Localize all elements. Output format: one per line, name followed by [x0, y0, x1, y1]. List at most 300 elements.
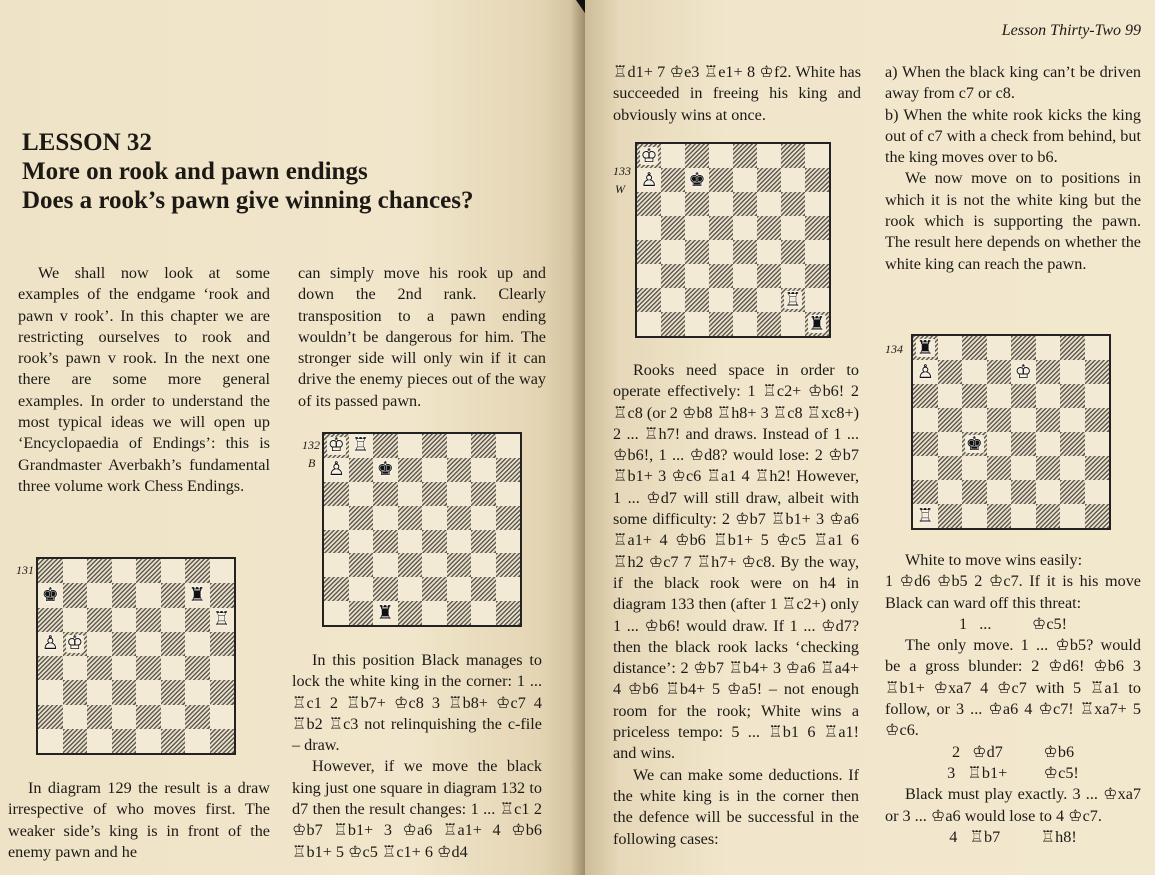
square-a6: [637, 192, 661, 216]
square-h5: [805, 216, 829, 240]
square-c6: [962, 384, 987, 408]
square-e6: [1011, 384, 1036, 408]
square-a8: [38, 559, 63, 583]
diagram-131: [16, 557, 244, 757]
diagram-number: 134: [885, 342, 903, 356]
square-e7: [422, 458, 447, 482]
square-a5: [913, 408, 938, 432]
square-a2: [38, 705, 63, 729]
square-b5: [63, 632, 88, 656]
square-d5: [709, 216, 733, 240]
diagram-134: [885, 334, 1113, 534]
square-e4: [733, 240, 757, 264]
square-h7: [805, 168, 829, 192]
square-g6: [1060, 384, 1085, 408]
square-a2: [324, 577, 349, 601]
square-h6: [1085, 384, 1110, 408]
paragraph: We shall now look at some examples of the endgame ‘rook and pawn v rook’. In this chapter we are restricting ourselves to rook and rook’s pawn v rook. In the next one there are some more general examples. In order to understand the most typical ideas we will open up ‘Encyclopaedia of Endings’: this is Grandmaster Averbakh’s fundamental three volume work Chess Endings.: [18, 264, 270, 495]
square-f3: [1036, 456, 1061, 480]
paragraph: We can make some deductions. If the white king is in the corner then the defence will be successful in the following cases:: [613, 765, 859, 848]
square-b7: [63, 583, 88, 607]
square-d2: [112, 705, 137, 729]
move-line: 3 ♖b1+ ♔c5!: [947, 763, 1079, 782]
black-rook-icon: ♜: [808, 312, 826, 335]
square-a2: [913, 480, 938, 504]
square-g8: [185, 559, 210, 583]
paragraph: b) When the white rook kicks the king out of c7 with a check from behind, but the king moves over to b6.: [885, 105, 1141, 167]
square-h3: [496, 553, 521, 577]
square-a7: [324, 458, 349, 482]
square-e8: [422, 434, 447, 458]
square-d4: [709, 240, 733, 264]
square-e1: [1011, 504, 1036, 528]
square-d2: [398, 577, 423, 601]
square-h5: [1085, 408, 1110, 432]
square-f2: [1036, 480, 1061, 504]
square-f1: [757, 312, 781, 336]
square-g5: [471, 506, 496, 530]
square-g8: [471, 434, 496, 458]
square-b5: [938, 408, 963, 432]
square-b2: [63, 705, 88, 729]
square-g1: [781, 312, 805, 336]
square-e5: [1011, 408, 1036, 432]
square-b1: [63, 729, 88, 753]
square-c5: [373, 506, 398, 530]
square-f7: [447, 458, 472, 482]
square-a1: [324, 601, 349, 625]
square-b6: [349, 482, 374, 506]
square-b7: [661, 168, 685, 192]
square-d6: [398, 482, 423, 506]
lesson-heading: More on rook and pawn endings: [22, 158, 368, 185]
square-c4: [962, 432, 987, 456]
square-h6: [805, 192, 829, 216]
square-b1: [938, 504, 963, 528]
square-b6: [938, 384, 963, 408]
square-g1: [471, 601, 496, 625]
square-d2: [709, 288, 733, 312]
square-c2: [962, 480, 987, 504]
square-g7: [1060, 360, 1085, 384]
white-rook-icon: ♖: [352, 434, 370, 457]
white-pawn-icon: ♙: [640, 168, 658, 191]
diagram-number: 131: [16, 563, 34, 577]
square-c8: [87, 559, 112, 583]
right-column-2b: [885, 550, 1141, 848]
square-c8: [962, 336, 987, 360]
square-f3: [757, 264, 781, 288]
square-f8: [1036, 336, 1061, 360]
square-d8: [112, 559, 137, 583]
square-e3: [136, 680, 161, 704]
right-column-1: [613, 62, 861, 126]
black-rook-icon: ♜: [916, 336, 934, 359]
white-king-icon: ♔: [66, 632, 84, 655]
square-f4: [447, 530, 472, 554]
side-to-move: W: [615, 182, 625, 196]
square-b8: [63, 559, 88, 583]
square-c7: [685, 168, 709, 192]
square-g1: [1060, 504, 1085, 528]
square-d2: [987, 480, 1012, 504]
left-column-1: [18, 263, 270, 497]
white-rook-icon: ♖: [784, 288, 802, 311]
square-a6: [913, 384, 938, 408]
square-h8: [210, 559, 235, 583]
square-e5: [422, 506, 447, 530]
square-b3: [938, 456, 963, 480]
square-a5: [324, 506, 349, 530]
paragraph: In this position Black manages to lock the white king in the corner: 1 ... ♖c1 2 ♖b7+ ♔c8 3 ♖b8+ ♔c7 4 ♖b2 ♖c3 not relinquishing the c-file – draw.: [292, 651, 542, 755]
square-f3: [161, 680, 186, 704]
square-c3: [87, 680, 112, 704]
square-c7: [962, 360, 987, 384]
square-h3: [210, 680, 235, 704]
square-d7: [709, 168, 733, 192]
square-h8: [805, 144, 829, 168]
square-e3: [422, 553, 447, 577]
black-king-icon: ♚: [376, 458, 394, 481]
square-e8: [733, 144, 757, 168]
square-h7: [1085, 360, 1110, 384]
square-c6: [87, 608, 112, 632]
square-a4: [324, 530, 349, 554]
move-line: 4 ♖b7 ♖h8!: [949, 827, 1077, 846]
square-b4: [938, 432, 963, 456]
square-h5: [496, 506, 521, 530]
square-f6: [1036, 384, 1061, 408]
square-h5: [210, 632, 235, 656]
square-d1: [987, 504, 1012, 528]
square-b7: [349, 458, 374, 482]
square-d6: [987, 384, 1012, 408]
square-d5: [398, 506, 423, 530]
square-c5: [685, 216, 709, 240]
paragraph: ♖d1+ 7 ♔e3 ♖e1+ 8 ♔f2. White has succeeded in freeing his king and obviously wins at once.: [613, 63, 861, 124]
square-e8: [136, 559, 161, 583]
square-f4: [161, 656, 186, 680]
square-f4: [757, 240, 781, 264]
square-f2: [757, 288, 781, 312]
square-c4: [685, 240, 709, 264]
square-f5: [1036, 408, 1061, 432]
square-f8: [447, 434, 472, 458]
square-d8: [398, 434, 423, 458]
square-f8: [757, 144, 781, 168]
square-f2: [161, 705, 186, 729]
square-f7: [1036, 360, 1061, 384]
square-h4: [210, 656, 235, 680]
square-a7: [637, 168, 661, 192]
square-e7: [136, 583, 161, 607]
square-h6: [496, 482, 521, 506]
square-d5: [112, 632, 137, 656]
square-c1: [685, 312, 709, 336]
square-e1: [136, 729, 161, 753]
square-h2: [805, 288, 829, 312]
square-b6: [63, 608, 88, 632]
square-c1: [87, 729, 112, 753]
square-c3: [685, 264, 709, 288]
square-g4: [185, 656, 210, 680]
paragraph: We now move on to positions in which it is not the white king but the rook which is supporting the pawn. The result here depends on whether the white king can reach the pawn.: [885, 169, 1141, 273]
square-e7: [1011, 360, 1036, 384]
move-line: 2 ♔d7 ♔b6: [951, 742, 1075, 761]
square-a3: [637, 264, 661, 288]
square-f5: [757, 216, 781, 240]
paragraph: can simply move his rook up and down the 2nd rank. Clearly transposition to a pawn ending wouldn’t be dangerous for him. The stronger side will only win if it can drive the enemy pieces out of the way of its passed pawn.: [298, 264, 546, 410]
square-f1: [447, 601, 472, 625]
square-f4: [1036, 432, 1061, 456]
square-e5: [733, 216, 757, 240]
square-f1: [161, 729, 186, 753]
square-d3: [709, 264, 733, 288]
square-e4: [136, 656, 161, 680]
square-a3: [324, 553, 349, 577]
square-d7: [987, 360, 1012, 384]
square-b6: [661, 192, 685, 216]
white-king-icon: ♔: [327, 434, 345, 457]
paragraph: 1 ♔d6 ♔b5 2 ♔c7. If it is his move Black can ward off this threat:: [885, 572, 1141, 612]
square-d4: [398, 530, 423, 554]
square-a8: [637, 144, 661, 168]
square-g2: [185, 705, 210, 729]
chessboard: [322, 432, 522, 627]
square-g5: [781, 216, 805, 240]
square-d3: [398, 553, 423, 577]
square-h2: [1085, 480, 1110, 504]
square-b8: [349, 434, 374, 458]
square-b1: [661, 312, 685, 336]
black-king-icon: ♚: [688, 168, 706, 191]
diagram-132: [302, 432, 530, 632]
square-c8: [685, 144, 709, 168]
square-c8: [373, 434, 398, 458]
square-h8: [1085, 336, 1110, 360]
square-h7: [496, 458, 521, 482]
chessboard: [36, 557, 236, 755]
black-king-icon: ♚: [965, 432, 983, 455]
square-e6: [422, 482, 447, 506]
square-b5: [349, 506, 374, 530]
square-g7: [781, 168, 805, 192]
white-pawn-icon: ♙: [41, 632, 59, 655]
square-a2: [637, 288, 661, 312]
square-g6: [185, 608, 210, 632]
square-g3: [1060, 456, 1085, 480]
square-b4: [661, 240, 685, 264]
square-b2: [938, 480, 963, 504]
square-d1: [112, 729, 137, 753]
square-f6: [447, 482, 472, 506]
square-f6: [757, 192, 781, 216]
square-g2: [781, 288, 805, 312]
square-f5: [161, 632, 186, 656]
white-pawn-icon: ♙: [916, 360, 934, 383]
paragraph: However, if we move the black king just one square in diagram 132 to d7 then the result changes: 1 ... ♖c1 2 ♔b7 ♖b1+ 3 ♔a6 ♖a1+ 4 ♔b6 ♖b1+ 5 ♔c5 ♖c1+ 6 ♔d4: [292, 757, 542, 861]
square-e1: [733, 312, 757, 336]
square-g2: [1060, 480, 1085, 504]
square-b4: [349, 530, 374, 554]
square-e4: [422, 530, 447, 554]
square-f2: [447, 577, 472, 601]
square-a4: [38, 656, 63, 680]
square-h6: [210, 608, 235, 632]
square-f1: [1036, 504, 1061, 528]
square-e1: [422, 601, 447, 625]
right-page: [585, 0, 1155, 875]
square-g3: [471, 553, 496, 577]
square-d3: [112, 680, 137, 704]
square-e8: [1011, 336, 1036, 360]
square-g6: [471, 482, 496, 506]
running-header: Lesson Thirty-Two 99: [1001, 22, 1141, 39]
black-rook-icon: ♜: [188, 583, 206, 606]
left-column-1b: [8, 778, 270, 863]
square-h3: [1085, 456, 1110, 480]
square-h4: [1085, 432, 1110, 456]
move-line: 1 ... ♔c5!: [958, 614, 1068, 633]
square-f5: [447, 506, 472, 530]
square-e6: [733, 192, 757, 216]
square-b7: [938, 360, 963, 384]
square-e2: [733, 288, 757, 312]
square-c3: [373, 553, 398, 577]
square-e2: [1011, 480, 1036, 504]
square-c7: [373, 458, 398, 482]
square-b4: [63, 656, 88, 680]
square-b3: [63, 680, 88, 704]
square-d1: [709, 312, 733, 336]
right-column-1b: [613, 360, 859, 850]
square-a3: [913, 456, 938, 480]
square-h8: [496, 434, 521, 458]
square-d8: [987, 336, 1012, 360]
square-h1: [496, 601, 521, 625]
right-column-2: [885, 62, 1141, 275]
square-f3: [447, 553, 472, 577]
square-a1: [913, 504, 938, 528]
square-a8: [324, 434, 349, 458]
square-a8: [913, 336, 938, 360]
square-f6: [161, 608, 186, 632]
paragraph: White to move wins easily:: [905, 551, 1083, 569]
square-g5: [1060, 408, 1085, 432]
paragraph: The only move. 1 ... ♔b5? would be a gross blunder: 2 ♔d6! ♔b6 3 ♖b1+ ♔xa7 4 ♔c7 with 5 ♖a1 to follow, or 3 ... ♔a6 4 ♔c7! ♖xa7+ 5 ♔c6.: [885, 636, 1141, 740]
square-c1: [373, 601, 398, 625]
square-c5: [962, 408, 987, 432]
square-f8: [161, 559, 186, 583]
square-h1: [210, 729, 235, 753]
square-c7: [87, 583, 112, 607]
paragraph: a) When the black king can’t be driven away from c7 or c8.: [885, 63, 1141, 103]
square-g1: [185, 729, 210, 753]
square-a4: [637, 240, 661, 264]
square-e6: [136, 608, 161, 632]
lesson-title: [22, 128, 473, 215]
square-g7: [471, 458, 496, 482]
square-g3: [185, 680, 210, 704]
square-c4: [373, 530, 398, 554]
lesson-subheading: Does a rook’s pawn give winning chances?: [22, 187, 474, 214]
square-f7: [757, 168, 781, 192]
square-c6: [373, 482, 398, 506]
square-d7: [112, 583, 137, 607]
square-c2: [373, 577, 398, 601]
square-a1: [637, 312, 661, 336]
square-b1: [349, 601, 374, 625]
square-a3: [38, 680, 63, 704]
square-d4: [112, 656, 137, 680]
diagram-133: [613, 142, 837, 342]
white-king-icon: ♔: [1014, 360, 1032, 383]
square-e3: [733, 264, 757, 288]
square-g3: [781, 264, 805, 288]
square-b3: [661, 264, 685, 288]
black-rook-icon: ♜: [376, 601, 394, 624]
square-d3: [987, 456, 1012, 480]
square-b5: [661, 216, 685, 240]
square-h3: [805, 264, 829, 288]
square-h1: [805, 312, 829, 336]
white-king-icon: ♔: [640, 144, 658, 167]
square-h4: [805, 240, 829, 264]
left-column-2: [298, 263, 546, 412]
square-a7: [913, 360, 938, 384]
square-g2: [471, 577, 496, 601]
paragraph: Rooks need space in order to operate effectively: 1 ♖c2+ ♔b6! 2 ♖c8 (or 2 ♔b8 ♖h8+ 3 ♖c8 ♖xc8+) 2 ... ♖h7! and draws. Instead of 1 ... ♔b6!, 1 ... ♔d8? would lose: 2 ♔b7 ♖b1+ 3 ♔c6 ♖a1 4 ♖h2! However, 1 ... ♔d7 will still draw, albeit with some difficulty: 2 ♔b7 ♖b1+ 3 ♔a6 ♖a1+ 4 ♔b6 ♖b1+ 5 ♔c5 ♖a1 6 ♖h2 ♔c7 7 ♖h7+ ♔c8. By the way, if the black rook were on h4 in diagram 133 then (after 1 ♖c2+) only 1 ... ♔b6! would draw. If 1 ... ♔d7? then the black rook lacks ‘checking distance’: 2 ♔b7 ♖b4+ 3 ♔a6 ♖a4+ 4 ♔b6 ♖b4+ 5 ♔a5! – not enough room for the rook; White wins a priceless tempo: 5 ... ♖b1 6 ♖a1! and wins.: [613, 361, 859, 763]
square-c4: [87, 656, 112, 680]
square-a5: [38, 632, 63, 656]
lesson-number: LESSON 32: [22, 129, 152, 156]
square-a6: [38, 608, 63, 632]
square-e7: [733, 168, 757, 192]
paragraph: Black must play exactly. 3 ... ♔xa7 or 3 ... ♔a6 would lose to 4 ♔c7.: [885, 785, 1141, 825]
square-a1: [38, 729, 63, 753]
square-a4: [913, 432, 938, 456]
square-d8: [709, 144, 733, 168]
square-b3: [349, 553, 374, 577]
square-d5: [987, 408, 1012, 432]
square-c5: [87, 632, 112, 656]
paragraph: In diagram 129 the result is a draw irrespective of who moves first. The weaker side’s king is in front of the enemy pawn and he: [8, 779, 270, 861]
square-g7: [185, 583, 210, 607]
diagram-number: 133: [613, 164, 631, 178]
square-d4: [987, 432, 1012, 456]
square-b8: [938, 336, 963, 360]
square-b8: [661, 144, 685, 168]
left-column-2b: [292, 650, 542, 863]
square-f7: [161, 583, 186, 607]
diagram-number: 132: [302, 438, 320, 452]
side-to-move: B: [308, 456, 316, 470]
square-g6: [781, 192, 805, 216]
square-d6: [112, 608, 137, 632]
square-h4: [496, 530, 521, 554]
chessboard: [635, 142, 831, 338]
square-g4: [471, 530, 496, 554]
square-e4: [1011, 432, 1036, 456]
square-d1: [398, 601, 423, 625]
square-h2: [210, 705, 235, 729]
square-b2: [349, 577, 374, 601]
chessboard: [911, 334, 1111, 530]
square-a6: [324, 482, 349, 506]
square-h1: [1085, 504, 1110, 528]
square-a5: [637, 216, 661, 240]
square-b2: [661, 288, 685, 312]
